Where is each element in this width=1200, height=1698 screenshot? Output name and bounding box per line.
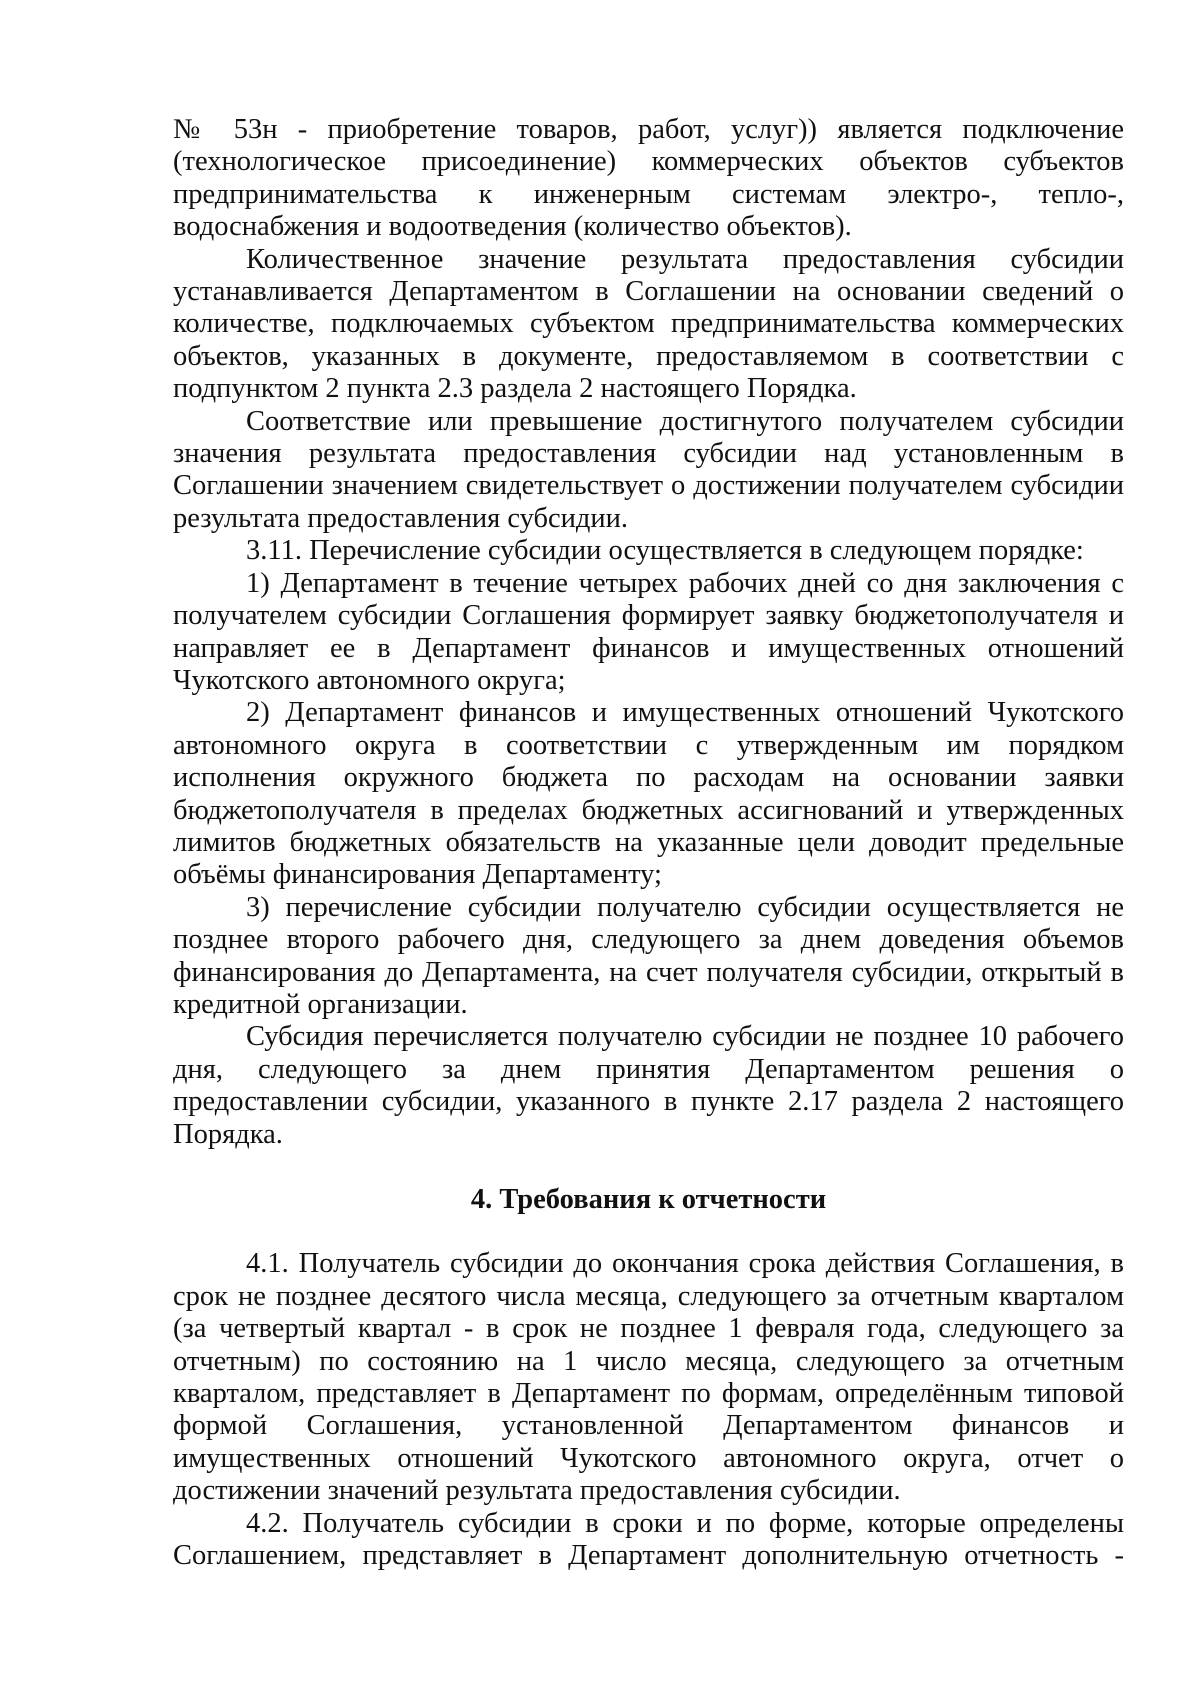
paragraph-continuation: № 53н - приобретение товаров, работ, услуг)) является подключение (технологическое присоединение) коммерческих объектов субъектов предпринимательства к инженерным системам электро-, тепло-, водоснабжения и водоотведения (количество объектов). xyxy=(173,114,1124,243)
section-heading: 4. Требования к отчетности xyxy=(470,1184,827,1215)
list-item-1: 1) Департамент в течение четырех рабочих дней со дня заключения с получателем субсидии Соглашения формирует заявку бюджетополучателя и направляет ее в Департамент финансов и имущественных отношений Чукотского автономного округа; xyxy=(173,567,1124,696)
paragraph-result-value: Количественное значение результата предоставления субсидии устанавливается Департаментом в Соглашении на основании сведений о количестве, подключаемых субъектом предпринимательства коммерческих объектов, указанных в документе, предоставляемом в соответствии с подпунктом 2 пункта 2.3 раздела 2 настоящего Порядка. xyxy=(173,243,1124,405)
paragraph-result-achievement: Соответствие или превышение достигнутого получателем субсидии значения результата предоставления субсидии над установленным в Соглашении значением свидетельствует о достижении получателем субсидии результата предоставления субсидии. xyxy=(173,405,1124,534)
list-item-3: 3) перечисление субсидии получателю субсидии осуществляется не позднее второго рабочего дня, следующего за днем доведения объемов финансирования до Департамента, на счет получателя субсидии, открытый в кредитной организации. xyxy=(173,891,1124,1020)
paragraph-transfer-deadline: Субсидия перечисляется получателю субсидии не позднее 10 рабочего дня, следующего за днем принятия Департаментом решения о предоставлении субсидии, указанного в пункте 2.17 раздела 2 настоящего Порядка. xyxy=(173,1021,1124,1150)
paragraph-3-11: 3.11. Перечисление субсидии осуществляется в следующем порядке: xyxy=(246,535,1084,567)
list-item-2: 2) Департамент финансов и имущественных отношений Чукотского автономного округа в соответствии с утвержденным им порядком исполнения окружного бюджета по расходам на основании заявки бюджетополучателя в пределах бюджетных ассигнований и утвержденных лимитов бюджетных обязательств на указанные цели доводит предельные объёмы финансирования Департаменту; xyxy=(173,697,1124,891)
paragraph-4-1: 4.1. Получатель субсидии до окончания срока действия Соглашения, в срок не позднее десятого числа месяца, следующего за отчетным кварталом (за четвертый квартал - в срок не позднее 1 февраля года, следующего за отчетным) по состоянию на 1 число месяца, следующего за отчетным кварталом, представляет в Департамент по формам, определённым типовой формой Соглашения, установленной Департаментом финансов и имущественных отношений Чукотского автономного округа, отчет о достижении значений результата предоставления субсидии. xyxy=(173,1248,1124,1507)
document-page xyxy=(173,114,1124,1572)
paragraph-4-2: 4.2. Получатель субсидии в сроки и по форме, которые определены Соглашением, представляет в Департамент дополнительную отчетность - xyxy=(173,1507,1124,1572)
